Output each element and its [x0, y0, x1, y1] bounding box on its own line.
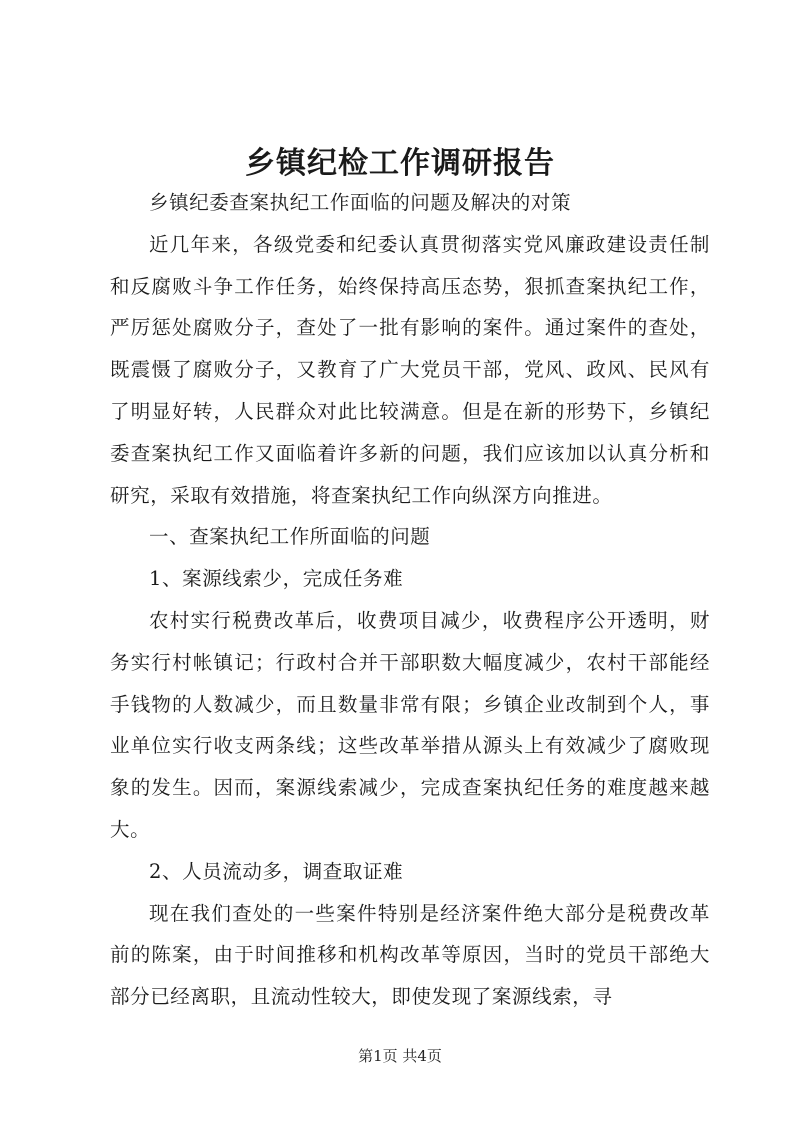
- section-heading: 一、查案执纪工作所面临的问题: [149, 525, 431, 549]
- body-paragraph: 农村实行税费改革后，收费项目减少，收费程序公开透明，财务实行村帐镇记；行政村合并干部职数大幅度减少，农村干部能经手钱物的人数减少，而且数量非常有限；乡镇企业改制到个人，事业单位实行收支两条线；这些改革举措从源头上有效减少了腐败现象的发生。因而，案源线索减少，完成查案执纪任务的难度越来越大。: [110, 608, 710, 841]
- document-body: [110, 182, 710, 1018]
- page-number-footer: 第1页 共4页: [358, 1047, 442, 1065]
- subsection-heading: 2、人员流动多，调查取证难: [149, 859, 404, 883]
- body-paragraph: 近几年来，各级党委和纪委认真贯彻落实党风廉政建设责任制和反腐败斗争工作任务，始终保持高压态势，狠抓查案执纪工作，严厉惩处腐败分子，查处了一批有影响的案件。通过案件的查处，既震慑了腐败分子，又教育了广大党员干部，党风、政风、民风有了明显好转，人民群众对此比较满意。但是在新的形势下，乡镇纪委查案执纪工作又面临着许多新的问题，我们应该加以认真分析和研究，采取有效措施，将查案执纪工作向纵深方向推进。: [110, 232, 710, 507]
- body-paragraph: 现在我们查处的一些案件特别是经济案件绝大部分是税费改革前的陈案，由于时间推移和机构改革等原因，当时的党员干部绝大部分已经离职，且流动性较大，即使发现了案源线索，寻: [110, 901, 710, 1009]
- document-title: 乡镇纪检工作调研报告: [245, 146, 555, 181]
- subsection-heading: 1、案源线索少，完成任务难: [149, 567, 404, 591]
- subtitle-paragraph: 乡镇纪委查案执纪工作面临的问题及解决的对策: [149, 191, 572, 214]
